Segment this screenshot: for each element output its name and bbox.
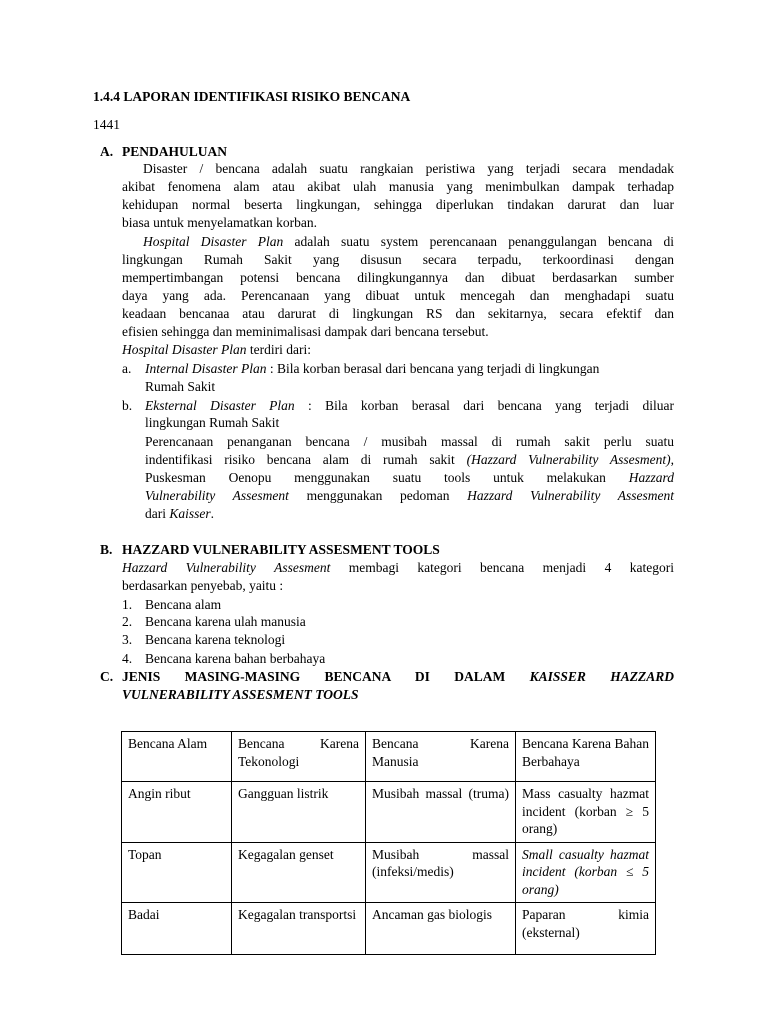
para4-line: [145, 451, 674, 469]
para1-line: biasa untuk menyelamatkan korban.: [122, 215, 317, 230]
kaisser-title-term: KAISSER HAZZARD: [529, 669, 674, 684]
section-b-line: [122, 559, 674, 577]
section-c-title: JENIS MASING-MASING BENCANA DI DALAM: [122, 669, 530, 684]
hdp-term: Hospital Disaster Plan: [122, 342, 247, 357]
para4-text: dari: [145, 506, 170, 521]
external-plan-term: Eksternal Disaster Plan: [145, 398, 295, 413]
va-term: Vulnerability Assesment: [145, 488, 289, 503]
item-b-line2: lingkungan Rumah Sakit: [145, 415, 280, 430]
table-cell: Kegagalan genset: [232, 842, 366, 903]
section-b-line: berdasarkan penyebab, yaitu :: [122, 578, 284, 593]
report-heading: 1.4.4 LAPORAN IDENTIFIKASI RISIKO BENCANA: [93, 89, 411, 104]
para3-text: terdiri dari:: [246, 342, 311, 357]
para3-line: [122, 341, 311, 359]
table-cell: Ancaman gas biologis: [366, 903, 516, 955]
para4-text: menggunakan pedoman: [288, 488, 468, 503]
hazzard-term: Hazzard: [628, 470, 674, 485]
table-header-cell: Bencana Karena Manusia: [366, 732, 516, 782]
table-header-cell: Bencana Alam: [122, 732, 232, 782]
table-cell: Badai: [122, 903, 232, 955]
document-code: 1441: [93, 117, 120, 132]
table-header-cell: Bencana Karena Tekonologi: [232, 732, 366, 782]
table-cell: Gangguan listrik: [232, 782, 366, 843]
table-cell: Topan: [122, 842, 232, 903]
list-item: Bencana karena bahan berbahaya: [145, 651, 326, 666]
para4-text: .: [210, 506, 215, 521]
section-b-title: HAZZARD VULNERABILITY ASSESMENT TOOLS: [122, 542, 440, 557]
para2-line: daya yang ada. Perencanaan yang dibuat untuk mencegah dan menghadapi suatu: [122, 288, 674, 303]
item-b-marker: b.: [122, 398, 133, 413]
para2-line: efisien sehingga dan meminimalisasi dampak dari bencana tersebut.: [122, 324, 489, 339]
item-a-line1: [145, 360, 599, 378]
item-a-marker: a.: [122, 361, 132, 376]
item-a-line2: Rumah Sakit: [145, 379, 216, 394]
para4-text: ,: [670, 452, 674, 467]
section-c-title-line1: [122, 668, 674, 686]
para4-line: [145, 505, 214, 523]
para4-line: [145, 469, 674, 487]
list-number: 4.: [122, 651, 133, 666]
list-number: 3.: [122, 632, 133, 647]
para2-line: keadaan bencanaa atau darurat di lingkungan RS dan sekitarnya, secara efektif dan: [122, 306, 674, 321]
para4-text: indentifikasi risiko bencana alam di rumah sakit: [145, 452, 467, 467]
para1-line: akibat fenomena alam atau akibat ulah manusia yang menimbulkan dampak terhadap: [122, 179, 674, 194]
table-row: [122, 842, 656, 903]
section-a-title: PENDAHULUAN: [122, 144, 228, 159]
table-cell: Musibah massal (infeksi/medis): [366, 842, 516, 903]
list-number: 2.: [122, 614, 133, 629]
table-cell: Paparan kimia (eksternal): [516, 903, 656, 955]
para2-line: lingkungan Rumah Sakit yang disusun secara terpadu, terkoordinasi dengan: [122, 252, 674, 267]
item-b-text: : Bila korban berasal dari bencana yang terjadi diluar: [294, 398, 674, 413]
hazard-table: [121, 731, 656, 955]
hdp-term: Hospital Disaster Plan: [143, 234, 284, 249]
hva-term: Hazzard Vulnerability Assesment: [122, 560, 331, 575]
hva-term: Hazzard Vulnerability Assesment: [467, 488, 675, 503]
para1-line: kehidupan normal beserta lingkungan, sehingga diperlukan tindakan darurat dan luar: [122, 197, 674, 212]
section-b-text: membagi kategori bencana menjadi 4 kategori: [330, 560, 674, 575]
para4-line: [145, 487, 674, 505]
section-c-marker: C.: [100, 669, 114, 684]
para2-line-first: [143, 233, 674, 251]
list-item: Bencana karena ulah manusia: [145, 614, 306, 629]
table-cell: Musibah massal (truma): [366, 782, 516, 843]
kaisser-term: Kaisser: [169, 506, 211, 521]
table-cell: Angin ribut: [122, 782, 232, 843]
section-a-marker: A.: [100, 144, 114, 159]
section-b-marker: B.: [100, 542, 113, 557]
hva-term: (Hazzard Vulnerability Assesment): [466, 452, 671, 467]
internal-plan-term: Internal Disaster Plan: [145, 361, 267, 376]
table-header-cell: Bencana Karena Bahan Berbahaya: [516, 732, 656, 782]
list-item: Bencana karena teknologi: [145, 632, 286, 647]
list-number: 1.: [122, 597, 133, 612]
para1-line: Disaster / bencana adalah suatu rangkaian peristiwa yang terjadi secara mendadak: [143, 161, 674, 176]
para4-line: Perencanaan penanganan bencana / musibah massal di rumah sakit perlu suatu: [145, 434, 674, 449]
table-cell: Kegagalan transportsi: [232, 903, 366, 955]
table-row: [122, 782, 656, 843]
table-row: [122, 903, 656, 955]
table-header-row: [122, 732, 656, 782]
para2-line: mempertimbangan potensi bencana dilingkungannya dan dibuat berdasarkan sumber: [122, 270, 674, 285]
item-b-line1: [145, 397, 674, 415]
section-c-title-line2: [122, 686, 359, 704]
item-a-text: : Bila korban berasal dari bencana yang terjadi di lingkungan: [266, 361, 600, 376]
para4-text: Puskesman Oenopu menggunakan suatu tools untuk melakukan: [145, 470, 629, 485]
vat-title-term: VULNERABILITY ASSESMENT TOOLS: [122, 687, 359, 702]
table-cell: Small casualty hazmat incident (korban ≤ 5 orang): [516, 842, 656, 903]
list-item: Bencana alam: [145, 597, 222, 612]
table-cell: Mass casualty hazmat incident (korban ≥ 5 orang): [516, 782, 656, 843]
para2-text: adalah suatu system perencanaan penanggulangan bencana di: [283, 234, 675, 249]
